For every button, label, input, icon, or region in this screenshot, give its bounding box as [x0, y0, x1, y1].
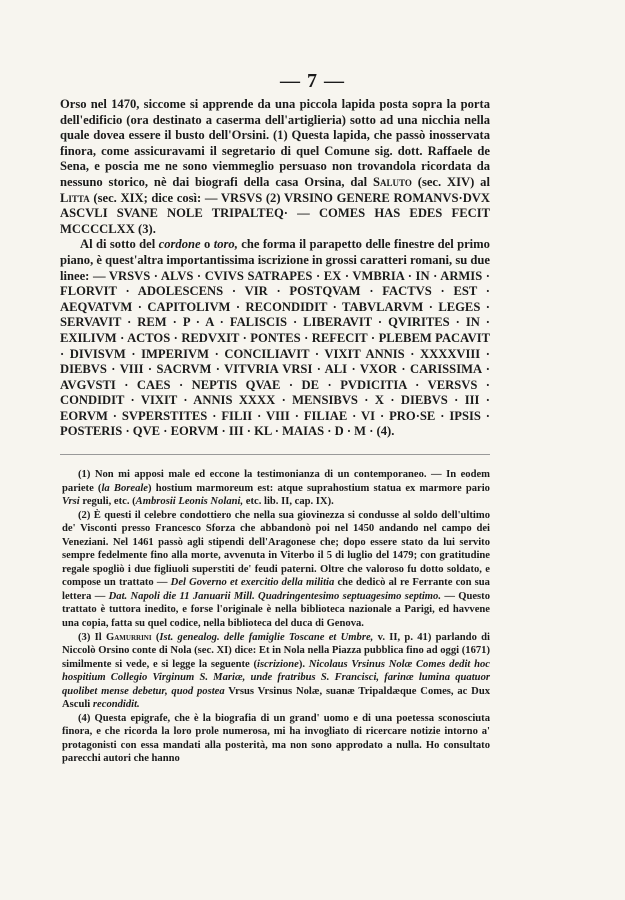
- footnote-3-recondidit: recondidit.: [92, 699, 140, 711]
- paragraph-2-o: o: [204, 237, 211, 252]
- footnote-3: [62, 631, 490, 712]
- footnote-1-text-d: etc. lib. II, cap. IX).: [245, 496, 334, 508]
- footnote-3-text-d: ).: [298, 658, 306, 670]
- paragraph-2-text-a: Al di sotto del: [80, 237, 156, 252]
- footnote-1-boreale: la Boreale: [101, 482, 149, 494]
- paragraph-1-text: Orso nel 1470, siccome si apprende da una piccola lapida posta sopra la porta dell'edificio (ora destinato a caserma dell'artiglieria) sotto ad una nicchia nella quale dovea essere il busto dell'Orsini. (1) Questa lapida, che passò inosservata finora, come assicuravami il segretario di quel Comune sig. dott. Raffaele de Sena, e poscia me ne sono viemmeglio persuaso non trovandola ricordata da nessuno storico, nè dai biografi della casa Orsina, dal: [60, 97, 490, 189]
- paragraph-1-text-c: (sec. XIX; dice così: — VRSVS (2) VRSINO GENERE ROMANVS·DVX ASCVLI SVANE NOLE TRIPALTEQ· — COMES HAS EDES FECIT MCCCCLXX (3).: [60, 190, 490, 236]
- footnote-1-text-b: ) hostium marmoreum est: atque suprahostium statua ex marmore pario: [148, 482, 490, 494]
- author-litta: Litta: [60, 190, 90, 205]
- footnote-3-text-b: (: [155, 631, 160, 643]
- footnote-2-governo: Del Governo et exercitio della militia: [170, 577, 335, 589]
- footnote-3-text-e: Vrsus Vrsinus Nolæ, suanæ Tripaldæque Comes, ac Dux Asculi: [62, 685, 491, 711]
- paragraph-1: [60, 97, 490, 237]
- paragraph-2-text-b: che forma il parapetto delle finestre del primo piano, è quest'altra importantissima iscrizione in grossi caratteri romani, su due linee: — VRSVS · ALVS · CVIVS SATRAPES · EX · VMBRIA · IN · ARMIS · FLORVIT · ADOLESCENS · VIR · POSTQVAM · FACTVS · EST · AEQVATVM · CAPITOLIVM · RECONDIDIT · TABVLARVM · LEGES · SERVAVIT · REM · P · A · FALISCIS · LIBERAVIT · QVIRITES · IN · EXILIVM · ACTOS · REDVXIT · PONTES · REFECIT · PLEBEM PACAVIT · DIVISVM · IMPERIVM · CONCILIAVIT · VIXIT ANNIS · XXXXVIII · DIEBVS · VIII · SACRVM · VITVRIA VRSI · ALI · VXOR · CARISSIMA · AVGVSTI · CAES · NEPTIS QVAE · DE · PVDICITIA · VERSVS · CONDIDIT · VIXIT · ANNIS XXXX · MENSIBVS · X · DIEBVS · III · EORVM · SVPERSTITES · FILII · VIII · FILIAE · VI · PRO·SE · IPSIS · POSTERIS · QVE · EORVM · III · KL · MAIAS · D · M · (4).: [60, 237, 490, 439]
- page-number: — 7 —: [280, 70, 345, 92]
- term-toro: toro,: [213, 237, 238, 252]
- footnote-3-ist: Ist. genealog. delle famiglie Toscane et Umbre,: [159, 631, 374, 643]
- main-text: [60, 97, 490, 440]
- footnote-3-text-c: v. II, p. 41) parlando di Niccolò Orsino conte di Nola (sec. XI) dice: Et in Nola nella Piazza pubblica fino ad oggi (1671) similmente si vede, e si legge la seguente (: [62, 631, 490, 670]
- footnote-1-text-a: (1) Non mi apposi male ed eccone la testimonianza di un contemporaneo. — In eodem pariete (: [62, 469, 490, 494]
- footnote-2-text-a: (2) È questi il celebre condottiero che nella sua giovinezza si condusse al soldo dell'ultimo de' Visconti presso Francesco Sforza che abbandonò poi nel 1450 andando nel campo dei Veneziani. Nel 1461 passò agli stipendi dell'Aragonese che; dopo essere stato da lui servito sempre fedelmente fino alla morte, avvenuta in Viterbo il 5 di luglio del 1479; con gratitudine regale spogliò i due figliuoli superstiti de' feudi paterni. Oltre che valoroso fu dotto soldato, e compose un trattato —: [62, 509, 490, 589]
- term-cordone: cordone: [158, 237, 201, 252]
- footnote-3-iscrizione: iscrizione: [257, 658, 299, 670]
- footnote-1-text-c: reguli, etc. (: [82, 496, 136, 508]
- footnote-2-text-c: — Questo trattato è tuttora inedito, e forse l'originale è nella biblioteca nazionale a Parigi, ed havvene una copia, fatta su quel codice, nella biblioteca del duca di Genova.: [62, 590, 491, 630]
- footnote-2-dat: Dat. Napoli die 11 Januarii Mill. Quadringentesimo septuagesimo septimo.: [108, 590, 441, 602]
- footnote-4: [62, 712, 490, 766]
- footnote-4-text: (4) Questa epigrafe, che è la biografia di un grand' uomo e di una poetessa sconosciuta finora, e che ricorda la loro prole numerosa, mi ha invogliato di ricercare notizie intorno a' protagonisti con essa mandati alla posterità, ma non sono approdato a nulla. Ho consultato parecchi autori che hanno: [62, 712, 490, 765]
- footnote-divider: [60, 454, 490, 455]
- paragraph-1-text-b: (sec. XIV) al: [417, 174, 490, 189]
- footnote-1-ambrosii: Ambrosii Leonis Nolani,: [135, 496, 244, 508]
- footnote-2-text-b: che dedicò al re Ferrante con sua lettera —: [62, 577, 490, 602]
- footnote-1: [62, 468, 490, 509]
- footnotes: [62, 468, 490, 766]
- footnote-2: [62, 509, 490, 631]
- footnote-3-nicolaus: Nicolaus Vrsinus Nolæ Comes dedit hoc hospitium Collegio Virginum S. Mariæ, unde fratribus S. Francisci, farinæ lumina quatuor quolibet mense debetur, quod postea: [62, 658, 490, 697]
- footnote-3-gamurrini: Gamurrini: [106, 631, 152, 643]
- author-saluto: Saluto: [373, 174, 412, 189]
- footnote-1-vrsi: Vrsi: [62, 496, 80, 508]
- paragraph-2: [60, 237, 490, 440]
- footnote-3-text-a: (3) Il: [78, 631, 102, 643]
